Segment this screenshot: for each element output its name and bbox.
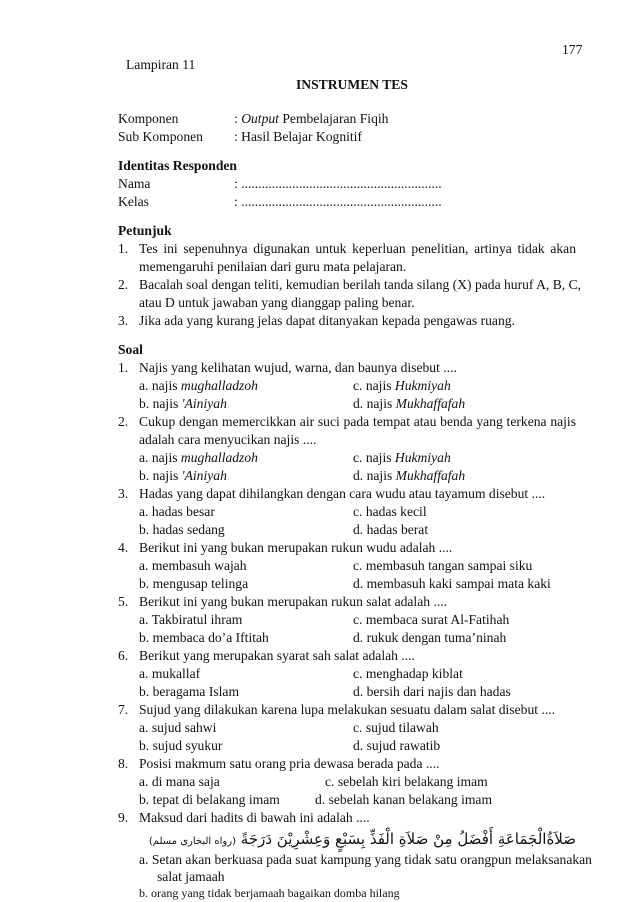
q8-text: Posisi makmum satu orang pria dewasa berada pada .... (139, 756, 440, 771)
soal-heading: Soal (118, 342, 143, 357)
q9-hadith-source: (رواه البخارى مسلم) (148, 836, 236, 847)
petunjuk-3-num: 3. (118, 313, 129, 328)
q5-option-c: c. membaca surat Al-Fatihah (353, 612, 510, 627)
q3-option-a: a. hadas besar (139, 504, 215, 519)
q2-option-a: a. najis mughalladzoh (139, 450, 258, 465)
petunjuk-1-line2: memengaruhi penilaian dari guru mata pelajaran. (139, 259, 407, 274)
nama-field: : ........................................................... (234, 176, 442, 191)
q7-option-c: c. sujud tilawah (353, 720, 439, 735)
petunjuk-1-num: 1. (118, 241, 129, 256)
q4-text: Berikut ini yang bukan merupakan rukun wudu adalah .... (139, 540, 453, 555)
q4-option-b: b. mengusap telinga (139, 576, 249, 591)
page-number: 177 (562, 42, 583, 57)
q9-hadith-text: صَلاَةُالْجَمَاعَةِ أَفْضَلُ مِنْ صَلاَةِ الْفَذِّ بِسَبْعٍ وَعِشْرِيْنَ دَرَجَةً (240, 830, 576, 848)
document-title: INSTRUMEN TES (296, 77, 408, 92)
q2-option-d: d. najis Mukhaffafah (353, 468, 466, 483)
q6-option-a: a. mukallaf (139, 666, 201, 681)
kelas-field: : ........................................................... (234, 194, 442, 209)
petunjuk-heading: Petunjuk (118, 223, 172, 238)
subkomponen-value: : Hasil Belajar Kognitif (234, 129, 362, 144)
q4-option-a: a. membasuh wajah (139, 558, 247, 573)
q3-option-c: c. hadas kecil (353, 504, 427, 519)
q1-option-d: d. najis Mukhaffafah (353, 396, 466, 411)
komponen-label: Komponen (118, 111, 179, 126)
q9-option-a-line2: salat jamaah (157, 869, 225, 884)
q6-option-d: d. bersih dari najis dan hadas (353, 684, 511, 699)
q5-num: 5. (118, 594, 129, 609)
q7-num: 7. (118, 702, 129, 717)
q5-option-a: a. Takbiratul ihram (139, 612, 243, 627)
q5-text: Berikut ini yang bukan merupakan rukun salat adalah .... (139, 594, 448, 609)
q1-option-b: b. najis 'Ainiyah (139, 396, 227, 411)
q8-option-c: c. sebelah kiri belakang imam (325, 774, 488, 789)
q3-option-b: b. hadas sedang (139, 522, 225, 537)
q2-option-b: b. najis 'Ainiyah (139, 468, 227, 483)
q8-num: 8. (118, 756, 129, 771)
q3-text: Hadas yang dapat dihilangkan dengan cara wudu atau tayamum disebut .... (139, 486, 546, 501)
q9-hadith-arabic (149, 830, 576, 848)
q2-text-line1: Cukup dengan memercikkan air suci pada tempat atau benda yang terkena najis (139, 414, 576, 429)
q4-option-d: d. membasuh kaki sampai mata kaki (353, 576, 551, 591)
q7-option-b: b. sujud syukur (139, 738, 223, 753)
identitas-heading: Identitas Responden (118, 158, 237, 173)
q3-num: 3. (118, 486, 129, 501)
q8-option-d: d. sebelah kanan belakang imam (315, 792, 493, 807)
q1-option-a: a. najis mughalladzoh (139, 378, 258, 393)
q9-text: Maksud dari hadits di bawah ini adalah .... (139, 810, 370, 825)
q4-num: 4. (118, 540, 129, 555)
petunjuk-2-line1: Bacalah soal dengan teliti, kemudian berilah tanda silang (X) pada huruf A, B, C, (139, 277, 582, 292)
petunjuk-2-num: 2. (118, 277, 129, 292)
q5-option-b: b. membaca do’a Iftitah (139, 630, 269, 645)
q8-option-b: b. tepat di belakang imam (139, 792, 280, 807)
lampiran-label: Lampiran 11 (126, 57, 196, 72)
q7-text: Sujud yang dilakukan karena lupa melakukan sesuatu dalam salat disebut .... (139, 702, 556, 717)
subkomponen-label: Sub Komponen (118, 129, 203, 144)
q1-option-c: c. najis Hukmiyah (353, 378, 451, 393)
petunjuk-2-line2: atau D untuk jawaban yang dianggap paling benar. (139, 295, 415, 310)
q1-num: 1. (118, 360, 129, 375)
q7-option-a: a. sujud sahwi (139, 720, 217, 735)
petunjuk-3-line1: Jika ada yang kurang jelas dapat ditanyakan kepada pengawas ruang. (139, 313, 515, 328)
q7-option-d: d. sujud rawatib (353, 738, 441, 753)
q5-option-d: d. rukuk dengan tuma’ninah (353, 630, 507, 645)
q8-option-a: a. di mana saja (139, 774, 220, 789)
q6-num: 6. (118, 648, 129, 663)
q6-text: Berikut yang merupakan syarat sah salat adalah .... (139, 648, 415, 663)
q2-num: 2. (118, 414, 129, 429)
komponen-value: : Output Pembelajaran Fiqih (234, 111, 389, 126)
q9-option-a-line1: a. Setan akan berkuasa pada suat kampung yang tidak satu orangpun melaksanakan (139, 852, 592, 867)
q2-option-c: c. najis Hukmiyah (353, 450, 451, 465)
nama-label: Nama (118, 176, 151, 191)
q9-option-b: b. orang yang tidak berjamaah bagaikan domba hilang (139, 886, 400, 900)
q2-text-line2: adalah cara menyucikan najis .... (139, 432, 317, 447)
q4-option-c: c. membasuh tangan sampai siku (353, 558, 533, 573)
q1-text: Najis yang kelihatan wujud, warna, dan baunya disebut .... (139, 360, 457, 375)
q3-option-d: d. hadas berat (353, 522, 429, 537)
q6-option-c: c. menghadap kiblat (353, 666, 463, 681)
petunjuk-1-line1: Tes ini sepenuhnya digunakan untuk keperluan penelitian, artinya tidak akan (139, 241, 576, 256)
q9-num: 9. (118, 810, 129, 825)
kelas-label: Kelas (118, 194, 149, 209)
q6-option-b: b. beragama Islam (139, 684, 240, 699)
